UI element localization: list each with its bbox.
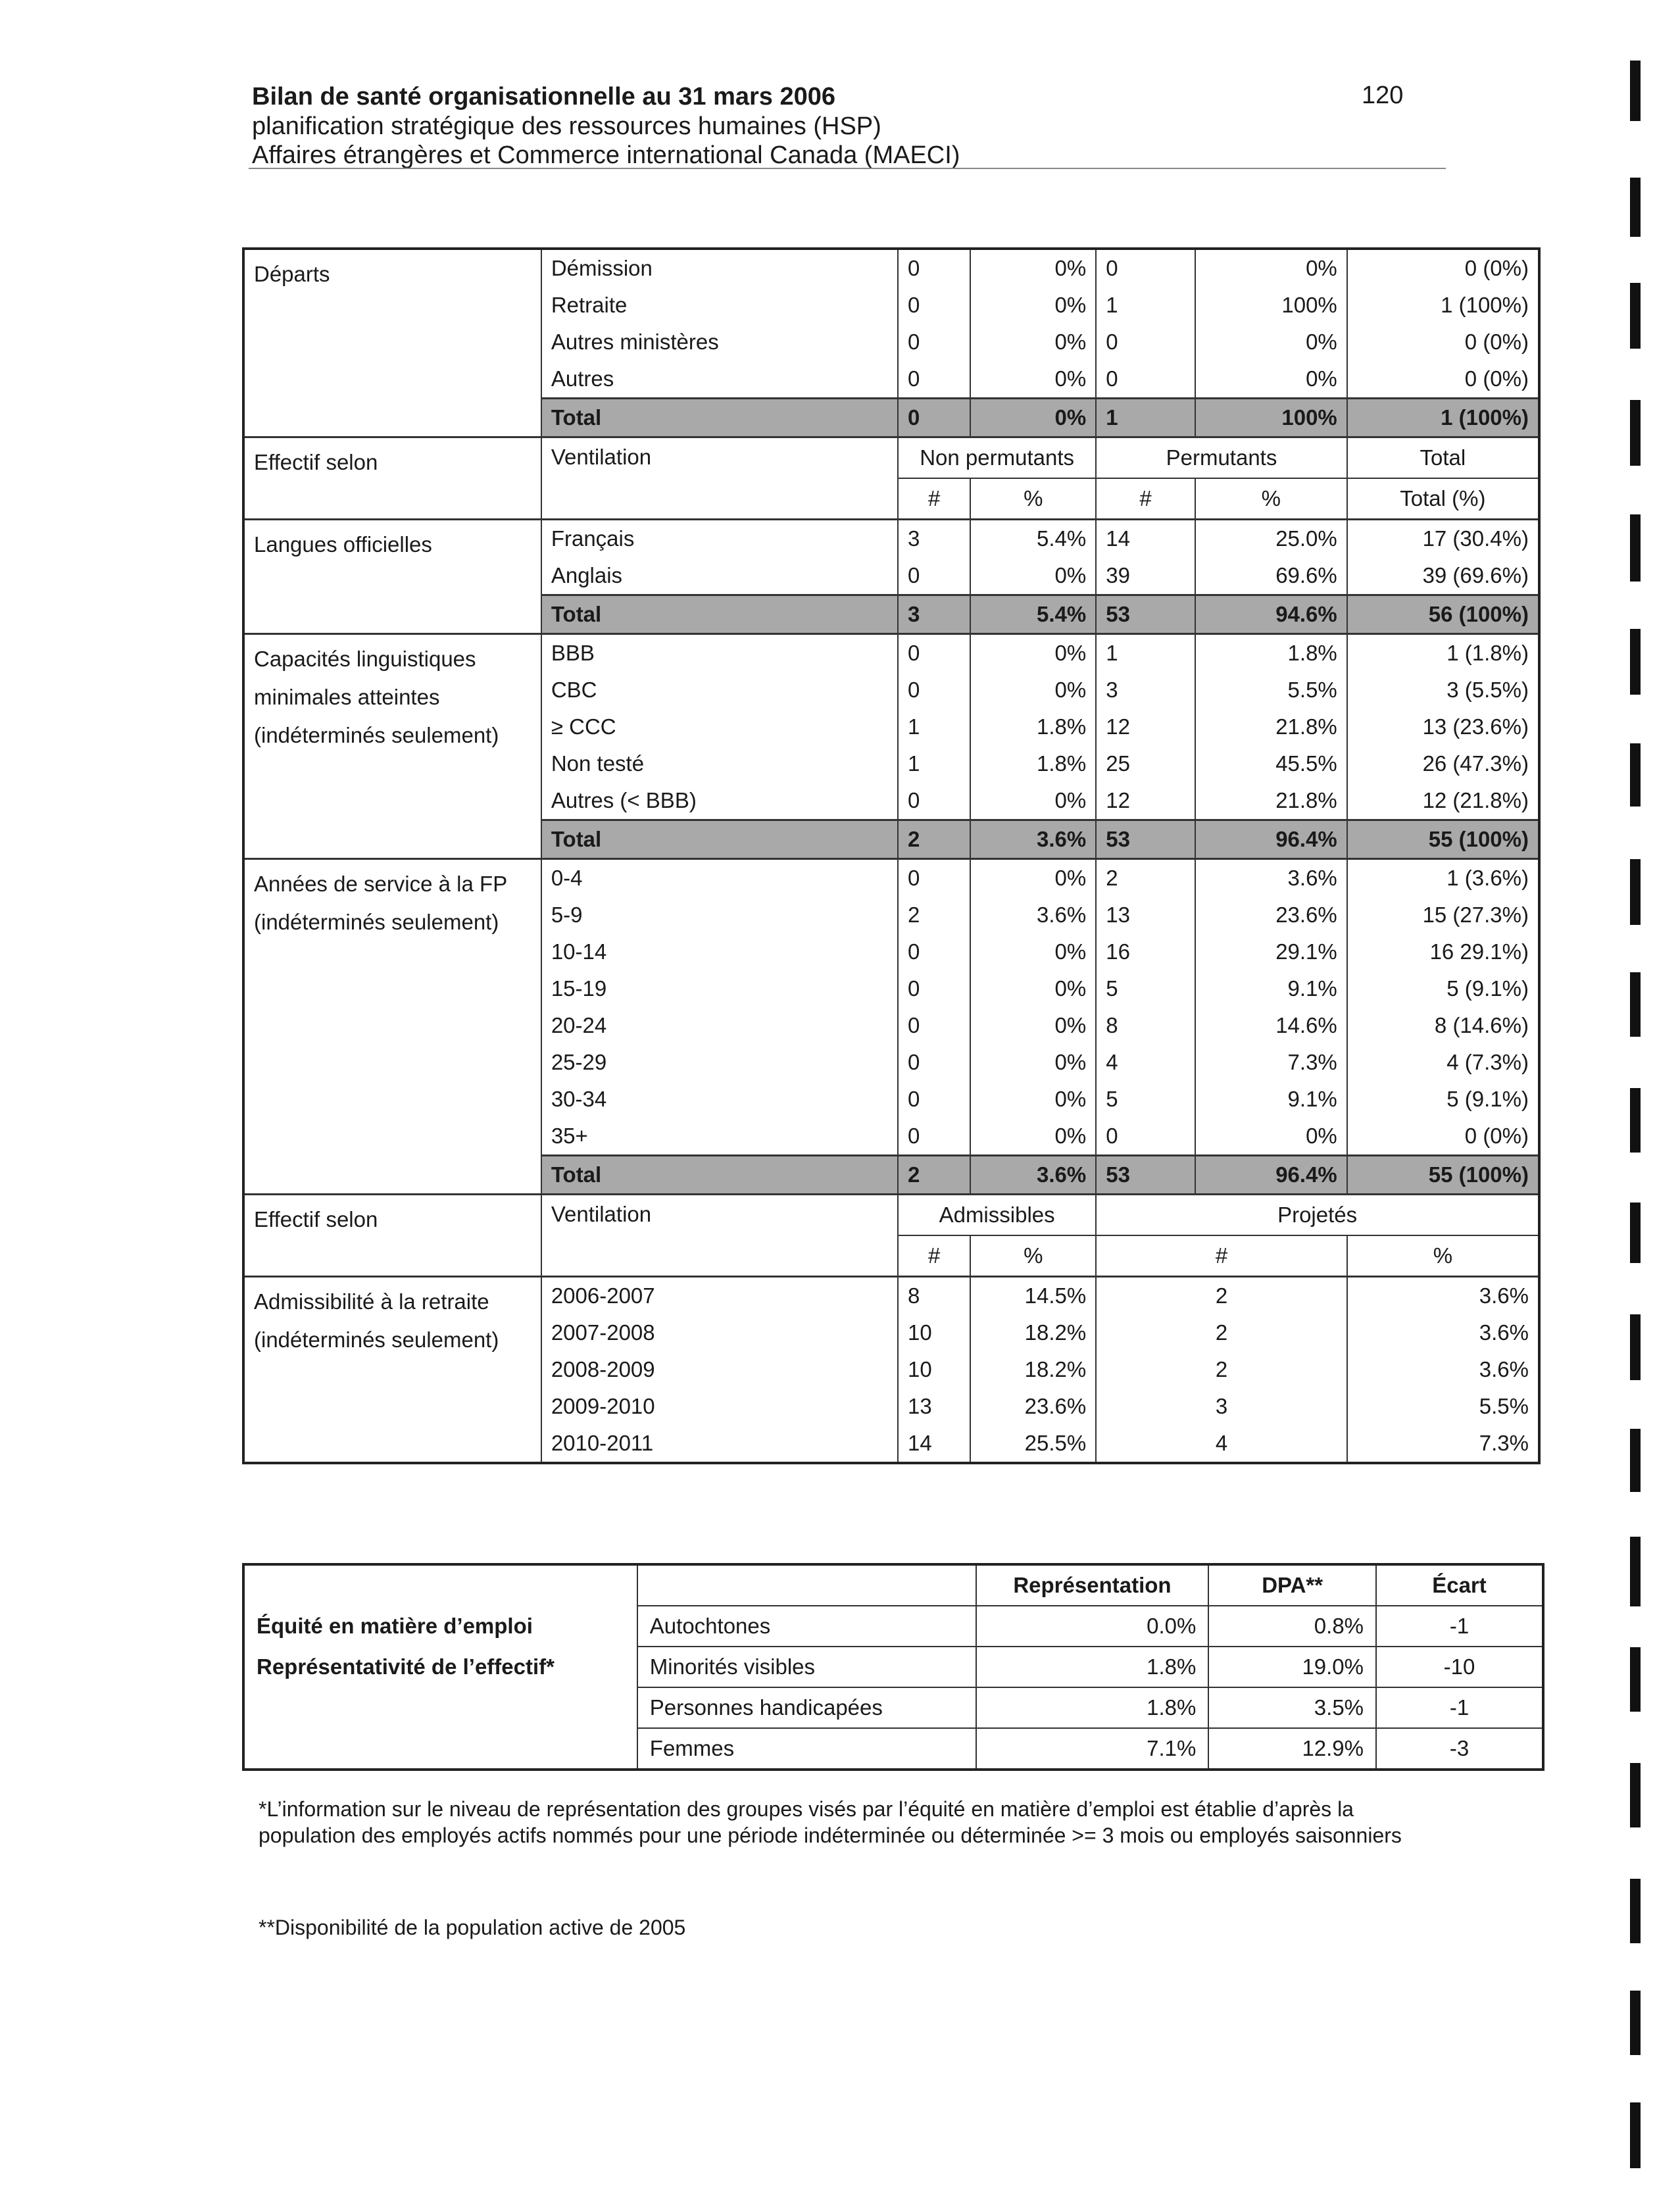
percent-cell: 96.4% xyxy=(1195,820,1347,859)
row-label: 0-4 xyxy=(541,859,898,897)
total-cell: 39 (69.6%) xyxy=(1347,557,1539,595)
count-cell: 2 xyxy=(1096,1277,1347,1315)
langues-label xyxy=(243,520,541,634)
percent-cell: 0% xyxy=(970,933,1096,970)
percent-subheader: % xyxy=(1195,478,1347,520)
row-label: Autres (< BBB) xyxy=(541,782,898,820)
capacites-label xyxy=(243,634,541,859)
dpa-cell: 0.8% xyxy=(1208,1606,1376,1647)
equity-title-cell xyxy=(243,1606,637,1647)
section-label-line: (indéterminés seulement) xyxy=(254,1328,499,1352)
equity-body xyxy=(243,1606,1543,1770)
equity-blank-cell xyxy=(243,1564,637,1606)
count-cell: 5 xyxy=(1096,1081,1195,1118)
count-cell: 0 xyxy=(898,1081,970,1118)
row-label: ≥ CCC xyxy=(541,708,898,745)
total-cell: 56 (100%) xyxy=(1347,595,1539,634)
total-cell: 1 (1.8%) xyxy=(1347,634,1539,672)
workforce-statistics-body xyxy=(243,249,1539,1463)
row-label: 20-24 xyxy=(541,1007,898,1044)
row-label: 10-14 xyxy=(541,933,898,970)
total-cell: 1 (3.6%) xyxy=(1347,859,1539,897)
count-cell: 3 xyxy=(1096,1388,1347,1425)
total-pct-subheader: Total (%) xyxy=(1347,478,1539,520)
header-divider xyxy=(249,168,1446,169)
count-subheader: # xyxy=(1096,1235,1347,1277)
percent-cell: 9.1% xyxy=(1195,1081,1347,1118)
percent-cell: 1.8% xyxy=(970,745,1096,782)
section-label-line: Langues officielles xyxy=(254,532,432,557)
percent-cell: 21.8% xyxy=(1195,782,1347,820)
count-cell: 10 xyxy=(898,1314,970,1351)
row-label: Français xyxy=(541,520,898,558)
total-cell: 55 (100%) xyxy=(1347,1156,1539,1195)
binder-mark xyxy=(1630,1203,1641,1263)
count-cell: 0 xyxy=(898,557,970,595)
percent-cell: 14.5% xyxy=(970,1277,1096,1315)
percent-cell: 5.4% xyxy=(970,595,1096,634)
count-cell: 53 xyxy=(1096,820,1195,859)
binder-mark xyxy=(1630,1879,1641,1943)
count-cell: 0 xyxy=(898,249,970,287)
binder-mark xyxy=(1630,2102,1641,2168)
count-cell: 0 xyxy=(898,1044,970,1081)
report-department: Affaires étrangères et Commerce international Canada (MAECI) xyxy=(252,141,960,169)
row-label: 5-9 xyxy=(541,897,898,933)
count-cell: 0 xyxy=(1096,1118,1195,1156)
percent-cell: 0% xyxy=(970,1081,1096,1118)
table-row xyxy=(243,634,1539,672)
total-cell: 0 (0%) xyxy=(1347,324,1539,360)
row-label: 2008-2009 xyxy=(541,1351,898,1388)
percent-cell: 0% xyxy=(970,782,1096,820)
binder-mark xyxy=(1630,972,1641,1037)
percent-cell: 0% xyxy=(970,1007,1096,1044)
percent-cell: 7.3% xyxy=(1195,1044,1347,1081)
count-cell: 2 xyxy=(898,1156,970,1195)
count-cell: 53 xyxy=(1096,1156,1195,1195)
ecart-cell: -1 xyxy=(1376,1606,1543,1647)
equity-row xyxy=(243,1606,1543,1647)
total-cell: 55 (100%) xyxy=(1347,820,1539,859)
percent-cell: 0% xyxy=(970,970,1096,1007)
percent-cell: 45.5% xyxy=(1195,745,1347,782)
dpa-cell: 19.0% xyxy=(1208,1647,1376,1687)
table-row xyxy=(243,520,1539,558)
percent-cell: 0% xyxy=(970,360,1096,399)
percent-cell: 3.6% xyxy=(1347,1314,1539,1351)
binder-mark xyxy=(1630,1314,1641,1380)
total-cell: 1 (100%) xyxy=(1347,287,1539,324)
row-label: 2006-2007 xyxy=(541,1277,898,1315)
equity-row xyxy=(243,1728,1543,1770)
percent-cell: 1.8% xyxy=(970,708,1096,745)
count-cell: 1 xyxy=(1096,287,1195,324)
total-cell: 0 (0%) xyxy=(1347,249,1539,287)
count-cell: 2 xyxy=(898,897,970,933)
total-cell: 3 (5.5%) xyxy=(1347,672,1539,708)
binder-mark xyxy=(1630,1763,1641,1827)
row-label: Anglais xyxy=(541,557,898,595)
percent-cell: 100% xyxy=(1195,399,1347,437)
row-label: 25-29 xyxy=(541,1044,898,1081)
percent-cell: 0% xyxy=(970,634,1096,672)
count-subheader: # xyxy=(1096,478,1195,520)
representation-cell: 7.1% xyxy=(976,1728,1209,1770)
binder-mark xyxy=(1630,1429,1641,1492)
percent-cell: 18.2% xyxy=(970,1351,1096,1388)
equity-subtitle: Représentativité de l’effectif* xyxy=(257,1654,555,1679)
binder-mark xyxy=(1630,1088,1641,1153)
row-label: 2007-2008 xyxy=(541,1314,898,1351)
binder-mark xyxy=(1630,629,1641,695)
non-permutants-header: Non permutants xyxy=(898,437,1096,479)
section-label-line: (indéterminés seulement) xyxy=(254,723,499,747)
dpa-cell: 12.9% xyxy=(1208,1728,1376,1770)
percent-cell: 29.1% xyxy=(1195,933,1347,970)
annees-label xyxy=(243,859,541,1195)
count-cell: 13 xyxy=(1096,897,1195,933)
percent-cell: 3.6% xyxy=(1347,1277,1539,1315)
col-representation: Représentation xyxy=(976,1564,1209,1606)
total-cell: 15 (27.3%) xyxy=(1347,897,1539,933)
total-cell: 12 (21.8%) xyxy=(1347,782,1539,820)
percent-cell: 0% xyxy=(1195,1118,1347,1156)
binder-mark xyxy=(1630,859,1641,925)
count-cell: 0 xyxy=(898,859,970,897)
row-label: 30-34 xyxy=(541,1081,898,1118)
count-cell: 0 xyxy=(898,933,970,970)
page-number: 120 xyxy=(1362,82,1404,109)
table-row xyxy=(243,859,1539,897)
ecart-cell: -1 xyxy=(1376,1687,1543,1728)
col-ecart: Écart xyxy=(1376,1564,1543,1606)
percent-cell: 96.4% xyxy=(1195,1156,1347,1195)
total-cell: 5 (9.1%) xyxy=(1347,1081,1539,1118)
row-label: BBB xyxy=(541,634,898,672)
admissibles-header: Admissibles xyxy=(898,1195,1096,1236)
equity-row xyxy=(243,1647,1543,1687)
percent-cell: 100% xyxy=(1195,287,1347,324)
count-cell: 0 xyxy=(1096,249,1195,287)
departs-label xyxy=(243,249,541,437)
equity-blank-cell xyxy=(637,1564,976,1606)
row-label: Non testé xyxy=(541,745,898,782)
col-dpa: DPA** xyxy=(1208,1564,1376,1606)
total-cell: 4 (7.3%) xyxy=(1347,1044,1539,1081)
table-row xyxy=(243,1277,1539,1315)
count-cell: 14 xyxy=(898,1425,970,1463)
count-cell: 3 xyxy=(1096,672,1195,708)
section-label-line: (indéterminés seulement) xyxy=(254,910,499,934)
percent-cell: 3.6% xyxy=(970,897,1096,933)
percent-subheader: % xyxy=(970,1235,1096,1277)
count-cell: 12 xyxy=(1096,708,1195,745)
count-cell: 4 xyxy=(1096,1044,1195,1081)
count-cell: 0 xyxy=(898,1118,970,1156)
count-cell: 8 xyxy=(1096,1007,1195,1044)
row-label: CBC xyxy=(541,672,898,708)
percent-cell: 3.6% xyxy=(970,820,1096,859)
row-label: Total xyxy=(541,820,898,859)
percent-cell: 0% xyxy=(970,557,1096,595)
count-cell: 2 xyxy=(1096,859,1195,897)
percent-cell: 18.2% xyxy=(970,1314,1096,1351)
binder-mark xyxy=(1630,400,1641,466)
row-label: Autres ministères xyxy=(541,324,898,360)
count-subheader: # xyxy=(898,478,970,520)
representation-cell: 1.8% xyxy=(976,1647,1209,1687)
count-cell: 13 xyxy=(898,1388,970,1425)
binder-mark xyxy=(1630,283,1641,349)
row-label: Total xyxy=(541,1156,898,1195)
count-cell: 1 xyxy=(898,708,970,745)
percent-subheader: % xyxy=(970,478,1096,520)
count-cell: 39 xyxy=(1096,557,1195,595)
column-header-row xyxy=(243,1195,1539,1236)
section-label-line: Départs xyxy=(254,262,330,286)
equity-title-cell xyxy=(243,1728,637,1770)
count-cell: 2 xyxy=(1096,1351,1347,1388)
count-cell: 0 xyxy=(898,287,970,324)
percent-cell: 9.1% xyxy=(1195,970,1347,1007)
ecart-cell: -10 xyxy=(1376,1647,1543,1687)
percent-cell: 0% xyxy=(970,1118,1096,1156)
count-cell: 0 xyxy=(898,1007,970,1044)
row-label: Total xyxy=(541,399,898,437)
row-label: 2009-2010 xyxy=(541,1388,898,1425)
count-cell: 53 xyxy=(1096,595,1195,634)
footnote-equity: *L’information sur le niveau de représentation des groupes visés par l’équité en matière d’emploi est établie d’après la population des employés actifs nommés pour une période indéterminée ou déterminée >= 3 mois ou employés saisonniers xyxy=(259,1797,1402,1847)
total-cell: 8 (14.6%) xyxy=(1347,1007,1539,1044)
count-subheader: # xyxy=(898,1235,970,1277)
total-cell: 26 (47.3%) xyxy=(1347,745,1539,782)
percent-cell: 3.6% xyxy=(970,1156,1096,1195)
dpa-cell: 3.5% xyxy=(1208,1687,1376,1728)
percent-cell: 25.0% xyxy=(1195,520,1347,558)
total-cell: 0 (0%) xyxy=(1347,360,1539,399)
binder-mark xyxy=(1630,178,1641,237)
percent-cell: 23.6% xyxy=(970,1388,1096,1425)
count-cell: 1 xyxy=(898,745,970,782)
employment-equity-table xyxy=(242,1563,1544,1771)
equity-title-cell xyxy=(243,1687,637,1728)
group-name: Femmes xyxy=(637,1728,976,1770)
percent-cell: 3.6% xyxy=(1347,1351,1539,1388)
total-header: Total xyxy=(1347,437,1539,479)
equity-row xyxy=(243,1687,1543,1728)
total-cell: 16 29.1%) xyxy=(1347,933,1539,970)
count-cell: 0 xyxy=(898,672,970,708)
binder-marks xyxy=(1630,0,1650,2209)
percent-cell: 5.4% xyxy=(970,520,1096,558)
ventilation-header: Ventilation xyxy=(541,437,898,520)
column-header-row xyxy=(243,437,1539,479)
count-cell: 0 xyxy=(898,399,970,437)
count-cell: 2 xyxy=(1096,1314,1347,1351)
row-label: 2010-2011 xyxy=(541,1425,898,1463)
count-cell: 2 xyxy=(898,820,970,859)
percent-cell: 0% xyxy=(970,324,1096,360)
percent-cell: 5.5% xyxy=(1195,672,1347,708)
workforce-statistics-table xyxy=(242,247,1541,1464)
count-cell: 3 xyxy=(898,520,970,558)
effectif-selon-label: Effectif selon xyxy=(243,1195,541,1277)
count-cell: 8 xyxy=(898,1277,970,1315)
total-cell: 1 (100%) xyxy=(1347,399,1539,437)
representation-cell: 1.8% xyxy=(976,1687,1209,1728)
percent-cell: 1.8% xyxy=(1195,634,1347,672)
count-cell: 5 xyxy=(1096,970,1195,1007)
row-label: Total xyxy=(541,595,898,634)
percent-cell: 0% xyxy=(970,859,1096,897)
percent-cell: 0% xyxy=(970,287,1096,324)
percent-cell: 5.5% xyxy=(1347,1388,1539,1425)
total-cell: 5 (9.1%) xyxy=(1347,970,1539,1007)
report-title: Bilan de santé organisationnelle au 31 mars 2006 xyxy=(252,83,836,111)
count-cell: 1 xyxy=(1096,634,1195,672)
binder-mark xyxy=(1630,1537,1641,1606)
count-cell: 0 xyxy=(898,634,970,672)
total-cell: 17 (30.4%) xyxy=(1347,520,1539,558)
percent-cell: 0% xyxy=(1195,324,1347,360)
equity-title-cell xyxy=(243,1647,637,1687)
footnote-dpa: **Disponibilité de la population active de 2005 xyxy=(259,1916,686,1939)
percent-cell: 0% xyxy=(1195,249,1347,287)
percent-cell: 0% xyxy=(970,672,1096,708)
equity-header-row xyxy=(243,1564,1543,1606)
percent-cell: 94.6% xyxy=(1195,595,1347,634)
representation-cell: 0.0% xyxy=(976,1606,1209,1647)
binder-mark xyxy=(1630,514,1641,582)
count-cell: 12 xyxy=(1096,782,1195,820)
page-header xyxy=(252,82,1443,170)
section-label-line: Admissibilité à la retraite xyxy=(254,1289,489,1314)
count-cell: 0 xyxy=(898,782,970,820)
percent-cell: 14.6% xyxy=(1195,1007,1347,1044)
ecart-cell: -3 xyxy=(1376,1728,1543,1770)
binder-mark xyxy=(1630,743,1641,807)
table-row xyxy=(243,249,1539,287)
row-label: Démission xyxy=(541,249,898,287)
retraite-label xyxy=(243,1277,541,1464)
row-label: 15-19 xyxy=(541,970,898,1007)
percent-cell: 25.5% xyxy=(970,1425,1096,1463)
count-cell: 0 xyxy=(1096,324,1195,360)
section-label-line: Années de service à la FP xyxy=(254,872,508,896)
section-label-line: minimales atteintes xyxy=(254,685,440,709)
count-cell: 0 xyxy=(1096,360,1195,399)
total-cell: 0 (0%) xyxy=(1347,1118,1539,1156)
projetes-header: Projetés xyxy=(1096,1195,1539,1236)
section-label-line: Capacités linguistiques xyxy=(254,647,476,671)
group-name: Personnes handicapées xyxy=(637,1687,976,1728)
count-cell: 3 xyxy=(898,595,970,634)
percent-cell: 0% xyxy=(970,249,1096,287)
percent-cell: 69.6% xyxy=(1195,557,1347,595)
count-cell: 0 xyxy=(898,360,970,399)
count-cell: 4 xyxy=(1096,1425,1347,1463)
count-cell: 10 xyxy=(898,1351,970,1388)
binder-mark xyxy=(1630,1647,1641,1712)
permutants-header: Permutants xyxy=(1096,437,1347,479)
row-label: Retraite xyxy=(541,287,898,324)
row-label: Autres xyxy=(541,360,898,399)
count-cell: 14 xyxy=(1096,520,1195,558)
report-subtitle: planification stratégique des ressources humaines (HSP) xyxy=(252,112,881,140)
row-label: 35+ xyxy=(541,1118,898,1156)
count-cell: 0 xyxy=(898,324,970,360)
percent-cell: 0% xyxy=(970,1044,1096,1081)
binder-mark xyxy=(1630,1991,1641,2055)
count-cell: 25 xyxy=(1096,745,1195,782)
percent-cell: 7.3% xyxy=(1347,1425,1539,1463)
group-name: Minorités visibles xyxy=(637,1647,976,1687)
percent-subheader: % xyxy=(1347,1235,1539,1277)
group-name: Autochtones xyxy=(637,1606,976,1647)
total-cell: 13 (23.6%) xyxy=(1347,708,1539,745)
binder-mark xyxy=(1630,61,1641,121)
percent-cell: 0% xyxy=(970,399,1096,437)
count-cell: 16 xyxy=(1096,933,1195,970)
equity-title: Équité en matière d’emploi xyxy=(257,1614,533,1638)
count-cell: 0 xyxy=(898,970,970,1007)
count-cell: 1 xyxy=(1096,399,1195,437)
percent-cell: 3.6% xyxy=(1195,859,1347,897)
percent-cell: 21.8% xyxy=(1195,708,1347,745)
percent-cell: 23.6% xyxy=(1195,897,1347,933)
percent-cell: 0% xyxy=(1195,360,1347,399)
ventilation-header: Ventilation xyxy=(541,1195,898,1277)
effectif-selon-label: Effectif selon xyxy=(243,437,541,520)
